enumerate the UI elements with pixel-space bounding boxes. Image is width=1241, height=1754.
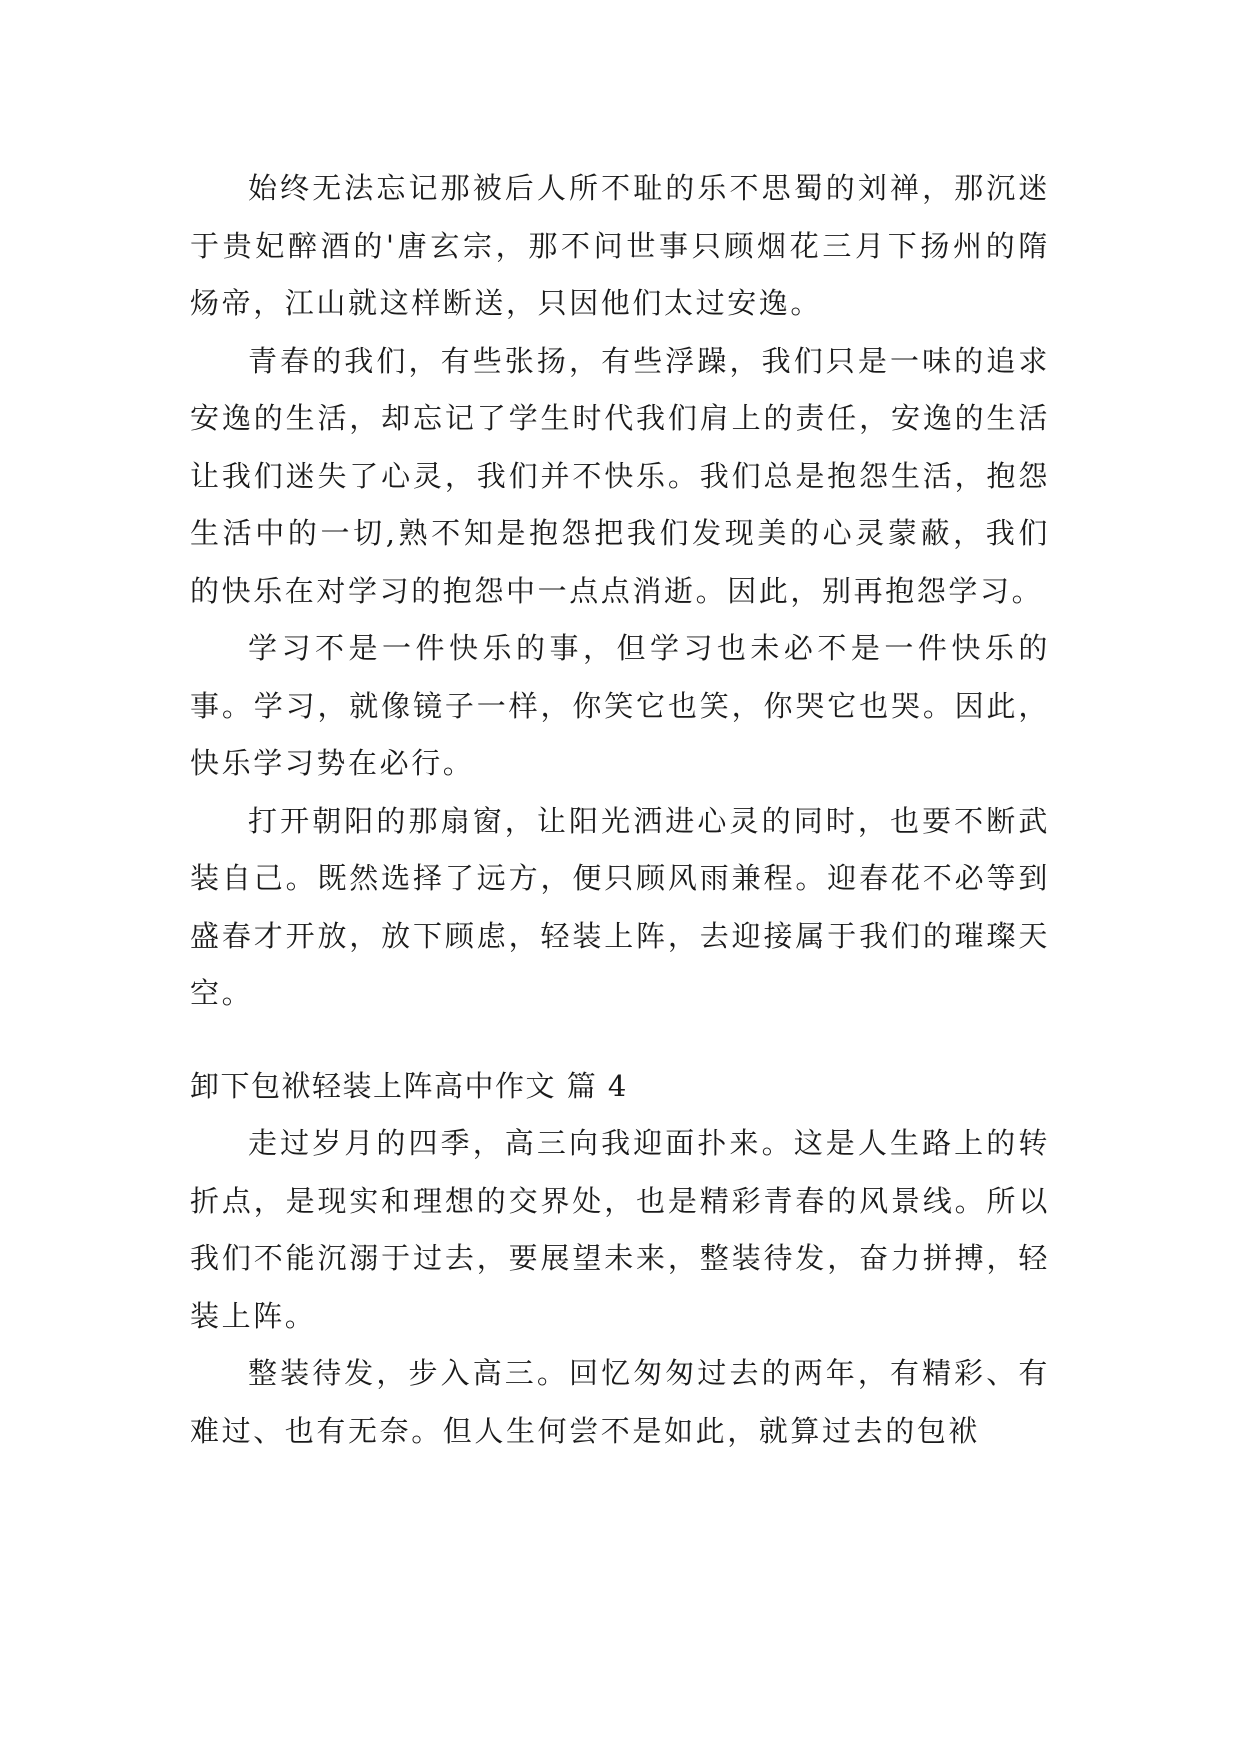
paragraph: 整装待发，步入高三。回忆匆匆过去的两年，有精彩、有难过、也有无奈。但人生何尝不是如此，就算过去的包袱 bbox=[190, 1356, 1050, 1448]
paragraph: 青春的我们，有些张扬，有些浮躁，我们只是一味的追求安逸的生活，却忘记了学生时代我们肩上的责任，安逸的生活让我们迷失了心灵，我们并不快乐。我们总是抱怨生活，抱怨生活中的一切,熟不知是抱怨把我们发现美的心灵蒙蔽，我们的快乐在对学习的抱怨中一点点消逝。因此，别再抱怨学习。 bbox=[190, 343, 1050, 608]
paragraph: 始终无法忘记那被后人所不耻的乐不思蜀的刘禅，那沉迷于贵妃醉酒的'唐玄宗，那不问世事只顾烟花三月下扬州的隋炀帝，江山就这样断送，只因他们太过安逸。 bbox=[190, 171, 1050, 320]
document-body bbox=[190, 160, 1050, 1460]
section-heading: 卸下包袱轻装上阵高中作文 篇 4 bbox=[190, 1068, 628, 1103]
paragraph: 打开朝阳的那扇窗，让阳光洒进心灵的同时，也要不断武装自己。既然选择了远方，便只顾风雨兼程。迎春花不必等到盛春才开放，放下顾虑，轻装上阵，去迎接属于我们的璀璨天空。 bbox=[190, 803, 1050, 1010]
paragraph: 学习不是一件快乐的事，但学习也未必不是一件快乐的事。学习，就像镜子一样，你笑它也笑，你哭它也哭。因此，快乐学习势在必行。 bbox=[190, 631, 1050, 780]
paragraph: 走过岁月的四季，高三向我迎面扑来。这是人生路上的转折点，是现实和理想的交界处，也是精彩青春的风景线。所以我们不能沉溺于过去，要展望未来，整装待发，奋力拼搏，轻装上阵。 bbox=[190, 1126, 1050, 1333]
